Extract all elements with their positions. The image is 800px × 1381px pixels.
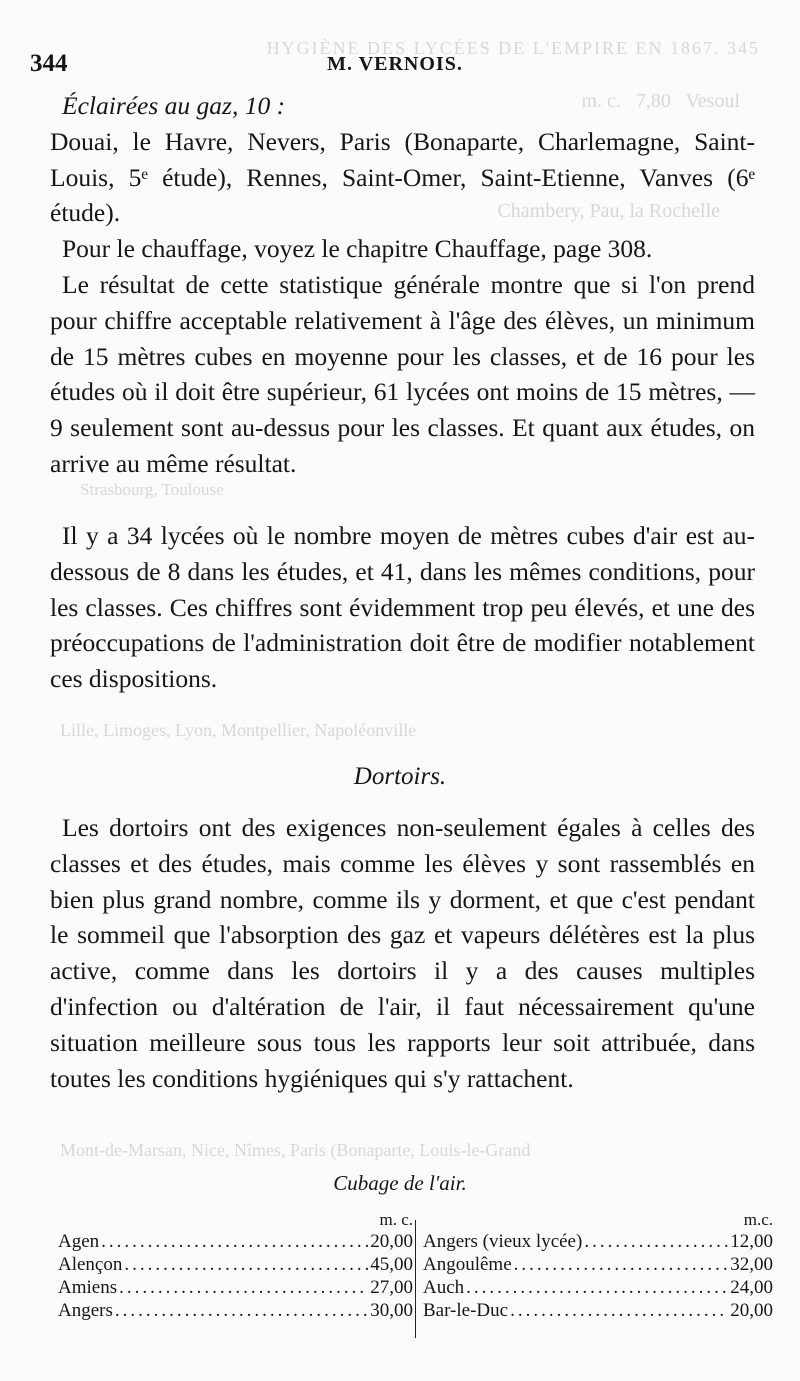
lycee-name: Bar-le-Duc [423, 1300, 509, 1321]
leader-dots [510, 1299, 728, 1322]
lycee-name: Amiens [58, 1277, 118, 1298]
page-header [25, 50, 765, 80]
table-title: Cubage de l'air. [333, 1171, 467, 1195]
leader-dots [514, 1253, 729, 1276]
leader-dots [124, 1253, 368, 1276]
gas-lighting-heading: Éclairées au gaz, 10 : [62, 91, 286, 120]
table-row [423, 1253, 773, 1276]
table-row [58, 1230, 413, 1253]
heating-reference: Pour le chauffage, voyez le chapitre Chauffage, page 308. [62, 234, 653, 264]
lycee-name: Angers (vieux lycée) [423, 1231, 583, 1252]
leader-dots [466, 1276, 728, 1299]
page-number: 344 [30, 50, 68, 77]
dortoirs-block [50, 810, 755, 1096]
air-volume-paragraph: Il y a 34 lycées où le nombre moyen de mètres cubes d'air est au-dessous de 8 dans les études, et 41, dans les mêmes conditions, pour les classes. Ces chiffres sont évidemment trop peu élevés, et une des préoccupations de l'administration doit être de modifier notablement ces dispositions. [50, 521, 755, 694]
bleed-through-text: Mont-de-Marsan, Nice, Nîmes, Paris (Bonaparte, Louis-le-Grand [60, 1140, 531, 1160]
leader-dots [101, 1230, 368, 1253]
bleed-through-text: Lille, Limoges, Lyon, Montpellier, Napoléonville [60, 720, 417, 740]
lycee-name: Angers [58, 1300, 113, 1321]
table-row [423, 1230, 773, 1253]
dortoirs-paragraph: Les dortoirs ont des exigences non-seulement égales à celles des classes et des études, mais comme les élèves y sont rassemblés en bien plus grand nombre, comme ils y dorment, et que c'est pendant le sommeil que l'absorption des gaz et vapeurs délétères est la plus active, comme dans les dortoirs il y a des causes multiples d'infection ou d'altération de l'air, il faut nécessairement qu'une situation meilleure sous tous les rapports leur soit attribuée, dans toutes les conditions hygiéniques qui s'y rattachent. [50, 813, 755, 1093]
lycee-name: Alençon [58, 1254, 123, 1275]
statistics-paragraph: Le résultat de cette statistique générale montre que si l'on prend pour chiffre acceptable relativement à l'âge des élèves, un minimum de 15 mètres cubes en moyenne pour les classes, et de 16 pour les études où il doit être supérieur, 61 lycées ont moins de 15 mètres, — 9 seulement sont au-dessus pour les classes. Et quant aux études, on arrive au même résultat. [50, 269, 755, 478]
table-column-left [58, 1210, 413, 1322]
leader-dots [115, 1299, 368, 1322]
running-head: M. VERNOIS. [327, 53, 463, 75]
air-volume-paragraph-block [50, 518, 755, 697]
lycee-value: 24,00 [730, 1277, 773, 1298]
section-title-dortoirs: Dortoirs. [353, 763, 447, 790]
lycee-value: 20,00 [730, 1300, 773, 1321]
table-row [423, 1299, 773, 1322]
gas-lighting-list: Douai, le Havre, Nevers, Paris (Bonaparte, Charlemagne, Saint-Louis, 5ᵉ étude), Rennes, Saint-Omer, Saint-Etienne, Vanves (6ᵉ étude). [50, 126, 755, 228]
lycee-name: Agen [58, 1231, 100, 1252]
table-column-right [423, 1210, 773, 1322]
column-divider [415, 1220, 416, 1338]
lycee-value: 27,00 [370, 1277, 413, 1298]
lycee-value: 30,00 [370, 1300, 413, 1321]
bleed-through-text: Strasbourg, Toulouse [80, 480, 224, 499]
cubage-table [58, 1210, 778, 1335]
lycee-name: Auch [423, 1277, 465, 1298]
leader-dots [584, 1230, 728, 1253]
unit-label: m. c. [379, 1210, 413, 1229]
lycee-name: Angoulême [423, 1254, 512, 1275]
table-row [58, 1299, 413, 1322]
lycee-value: 45,00 [370, 1254, 413, 1275]
table-row [58, 1276, 413, 1299]
lycee-value: 12,00 [730, 1231, 773, 1252]
leader-dots [119, 1276, 368, 1299]
table-row [423, 1276, 773, 1299]
lycee-value: 32,00 [730, 1254, 773, 1275]
section-gas-lighting [50, 88, 755, 482]
lycee-value: 20,00 [370, 1231, 413, 1252]
bleed-through-text: m. c. 7,80 Vesoul [581, 90, 740, 112]
unit-label: m.c. [743, 1210, 773, 1229]
bleed-through-text: HYGIÈNE DES LYCÉES DE L'EMPIRE EN 1867. 345 [266, 38, 760, 58]
bleed-through-text: Chambery, Pau, la Rochelle [497, 200, 720, 222]
table-row [58, 1253, 413, 1276]
